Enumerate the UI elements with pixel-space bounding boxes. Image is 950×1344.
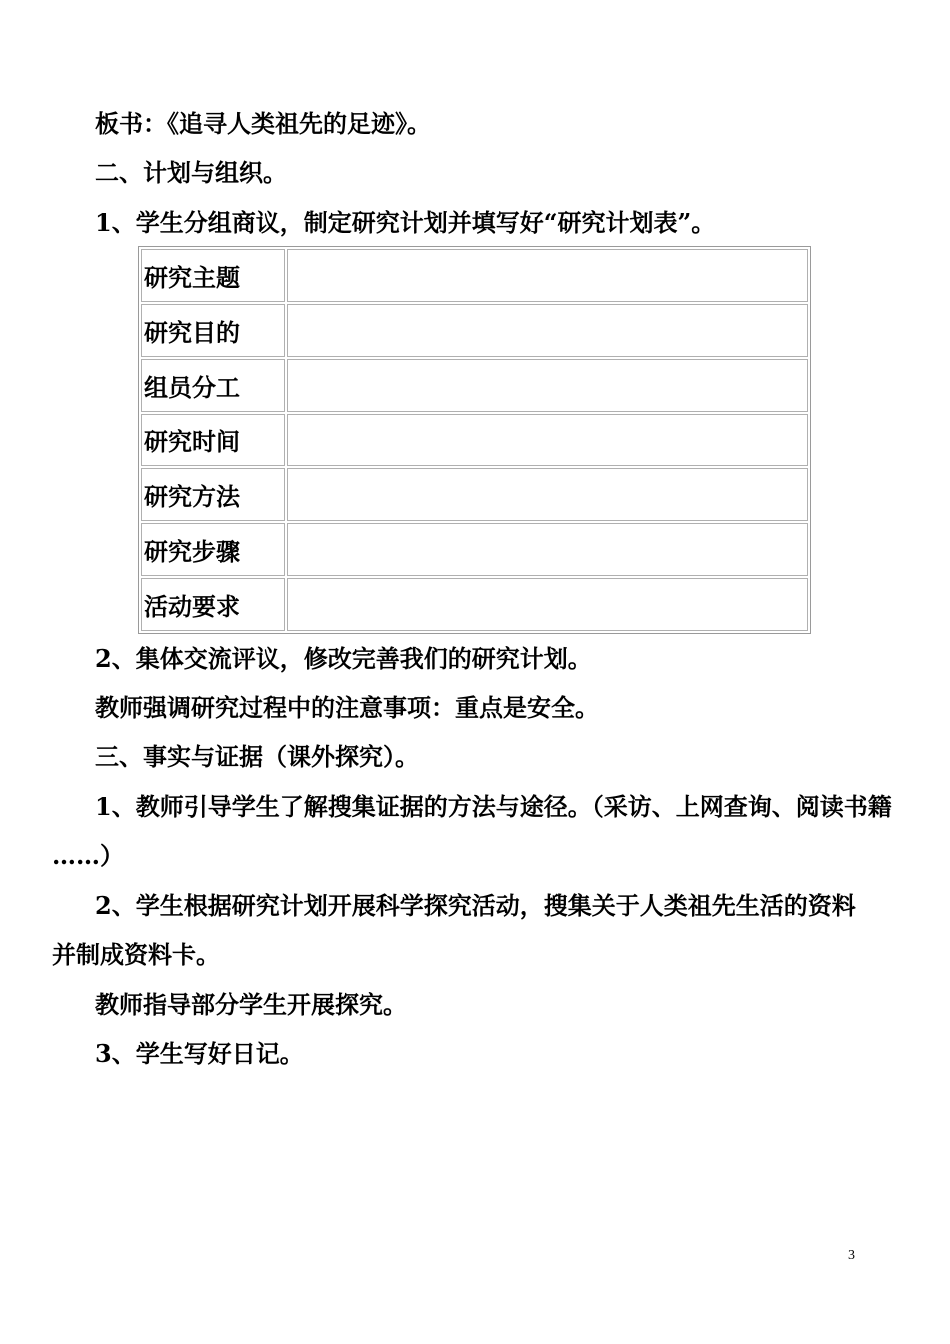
step-3-2-text: 2、学生根据研究计划开展科学探究活动，搜集关于人类祖先生活的资料 [95,891,856,920]
section-heading-3: 三、事实与证据（课外探究）。 [95,742,419,771]
step-2-text: 2、集体交流评议，修改完善我们的研究计划。 [95,644,592,673]
teacher-guidance: 教师指导部分学生开展探究。 [95,990,407,1019]
row-value [287,304,808,357]
row-label: 研究时间 [141,414,285,467]
row-label: 组员分工 [141,359,285,412]
step-3-2-continued: 并制成资料卡。 [52,940,220,969]
row-label: 研究方法 [141,468,285,521]
step-3-3-text: 3、学生写好日记。 [95,1039,304,1068]
teacher-note-safety: 教师强调研究过程中的注意事项：重点是安全。 [95,693,599,722]
row-label: 研究目的 [141,304,285,357]
row-label: 活动要求 [141,578,285,631]
research-plan-table [138,246,811,634]
row-value [287,249,808,302]
table-row [141,468,808,521]
section-heading-2: 二、计划与组织。 [95,158,287,187]
page-number: 3 [848,1248,855,1263]
table-row [141,359,808,412]
step-3-1-continued: ……） [52,841,124,870]
table-row [141,249,808,302]
row-value [287,414,808,467]
row-value [287,468,808,521]
table-row [141,414,808,467]
row-value [287,578,808,631]
table-row [141,304,808,357]
step-1-text: 1、学生分组商议，制定研究计划并填写好“研究计划表”。 [95,208,716,237]
row-label: 研究主题 [141,249,285,302]
table-row [141,523,808,576]
row-value [287,523,808,576]
row-label: 研究步骤 [141,523,285,576]
row-value [287,359,808,412]
step-3-1-text: 1、教师引导学生了解搜集证据的方法与途径。（采访、上网查询、阅读书籍 [95,792,892,821]
blackboard-title: 板书：《追寻人类祖先的足迹》。 [95,109,431,138]
table-row [141,578,808,631]
